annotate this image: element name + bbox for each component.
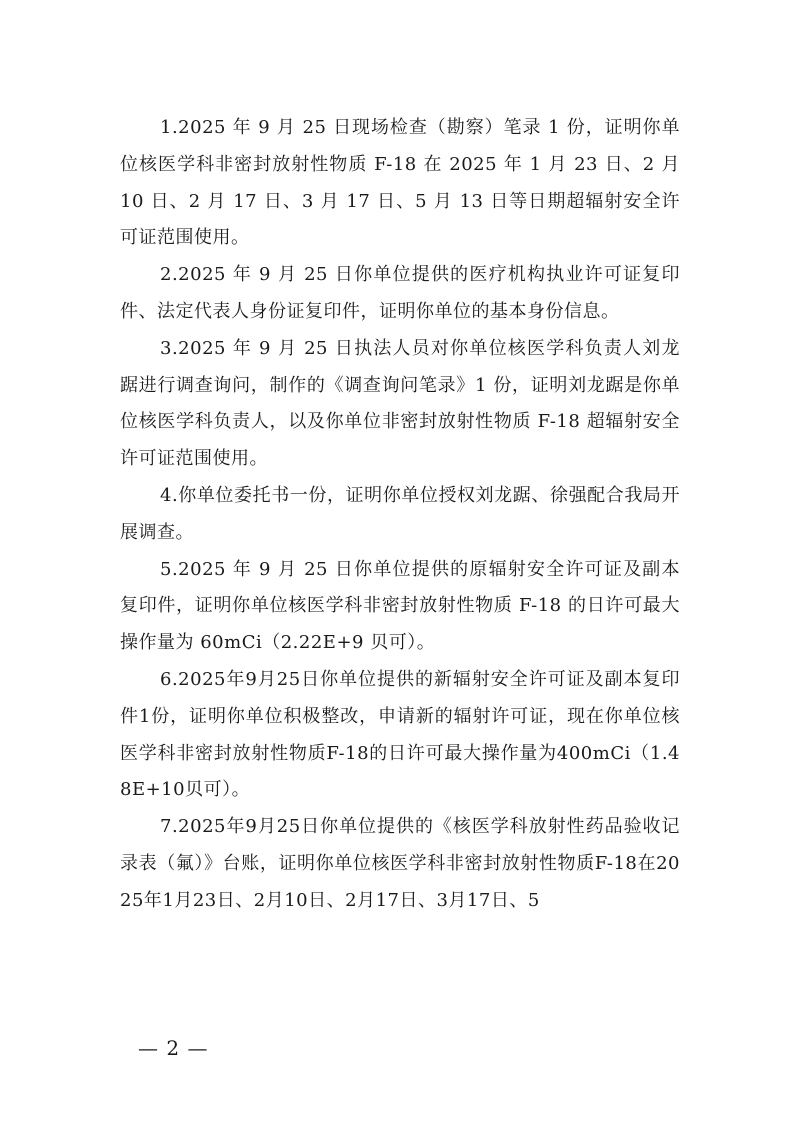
evidence-item-1: 1.2025 年 9 月 25 日现场检查（勘察）笔录 1 份，证明你单位核医学科非密封放射性物质 F-18 在 2025 年 1 月 23 日、2 月 10 日、2 月 17 日、3 月 17 日、5 月 13 日等日期超辐射安全许可证范围使用。 <box>120 117 680 249</box>
evidence-item-5: 5.2025 年 9 月 25 日你单位提供的原辐射安全许可证及副本复印件，证明你单位核医学科非密封放射性物质 F-18 的日许可最大操作量为 60mCi（2.22E+9 贝可）。 <box>120 558 680 654</box>
page-number: — 2 — <box>138 1036 209 1060</box>
evidence-item-2: 2.2025 年 9 月 25 日你单位提供的医疗机构执业许可证复印件、法定代表人身份证复印件，证明你单位的基本身份信息。 <box>120 264 680 322</box>
evidence-item-7: 7.2025年9月25日你单位提供的《核医学科放射性药品验收记录表（氟）》台账，证明你单位核医学科非密封放射性物质F-18在2025年1月23日、2月10日、2月17日、3月17日、5 <box>120 816 680 911</box>
evidence-item-3: 3.2025 年 9 月 25 日执法人员对你单位核医学科负责人刘龙踞进行调查询问，制作的《调查询问笔录》1 份，证明刘龙踞是你单位核医学科负责人，以及你单位非密封放射性物质 F-18 超辐射安全许可证范围使用。 <box>120 337 680 470</box>
document-body <box>120 110 680 920</box>
evidence-item-6: 6.2025年9月25日你单位提供的新辐射安全许可证及副本复印件1份，证明你单位积极整改，申请新的辐射许可证，现在你单位核医学科非密封放射性物质F-18的日许可最大操作量为400mCi（1.48E+10贝可）。 <box>120 668 680 801</box>
evidence-item-4: 4.你单位委托书一份，证明你单位授权刘龙踞、徐强配合我局开展调查。 <box>120 484 680 543</box>
